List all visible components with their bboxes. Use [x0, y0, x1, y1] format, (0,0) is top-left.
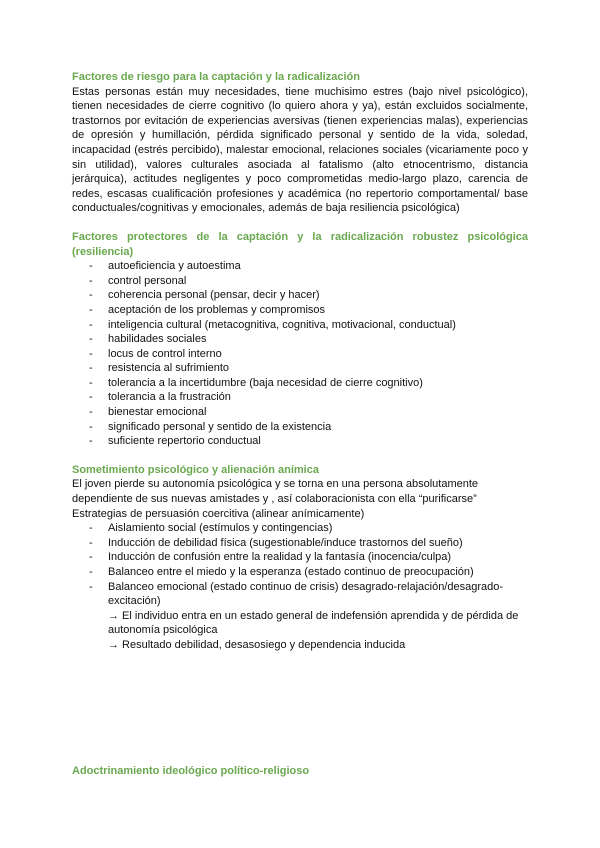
- list-item: - suficiente repertorio conductual: [72, 434, 528, 449]
- list-item: - aceptación de los problemas y compromisos: [72, 303, 528, 318]
- list-item: - Inducción de confusión entre la realidad y la fantasía (inocencia/culpa): [72, 550, 528, 565]
- section-title-indoctrination: Adoctrinamiento ideológico político-religioso: [72, 765, 310, 777]
- list-item: - locus de control interno: [72, 347, 528, 362]
- protective-factors-list: [72, 259, 528, 449]
- list-item: - resistencia al sufrimiento: [72, 361, 528, 376]
- arrow-note-helplessness: → El individuo entra en un estado general de indefensión aprendida y de pérdida de autonomía psicológica: [108, 609, 519, 637]
- arrow-note-result: → Resultado debilidad, desasosiego y dependencia inducida: [108, 638, 406, 651]
- list-item: - tolerancia a la frustración: [72, 390, 528, 405]
- section-title-protective-factors: Factores protectores de la captación y la radicalización robustez psicológica (resiliencia): [72, 230, 528, 258]
- list-item: - Balanceo emocional (estado continuo de crisis) desagrado-relajación/desagrado-excitación): [72, 580, 528, 609]
- list-item: - autoeficiencia y autoestima: [72, 259, 528, 274]
- list-item: - Inducción de debilidad física (sugestionable/induce trastornos del sueño): [72, 536, 528, 551]
- section-title-psychological-submission: Sometimiento psicológico y alienación anímica: [72, 463, 319, 476]
- section-title-risk-factors: Factores de riesgo para la captación y la radicalización: [72, 71, 360, 83]
- document-page: [72, 70, 528, 653]
- risk-factors-paragraph: Estas personas están muy necesidades, tiene muchisimo estres (bajo nivel psicológico), tienen necesidades de cierre cognitivo (lo quiero ahora y ya), están excluidos socialmente, trastornos por evitación de experiencias aversivas (tienen experiencias malas), experiencias de opresión y humillación, pérdida significado personal y sentido de la vida, soledad, incapacidad (estrés percibido), malestar emocional, relaciones sociales (vicariamente poco y sin utilidad), valores culturales asociada al fatalismo (alto etnocentrismo, distancia jerárquica), actitudes negligentes y poco comprometidas medio-largo plazo, carencia de redes, escasas cualificación profesiones y académica (no repertorio comportamental/ base conductuales/cognitivas y emocionales, además de baja resiliencia psicológica): [72, 85, 528, 215]
- list-item: - coherencia personal (pensar, decir y hacer): [72, 288, 528, 303]
- list-item: - control personal: [72, 274, 528, 289]
- list-item: - tolerancia a la incertidumbre (baja necesidad de cierre cognitivo): [72, 376, 528, 391]
- list-item: - Aislamiento social (estímulos y contingencias): [72, 521, 528, 536]
- coercive-strategies-list: [72, 521, 528, 609]
- submission-intro: El joven pierde su autonomía psicológica y se torna en una persona absolutamente dependiente de sus nuevas amistades y , así colaboracionista con ella “purificarse”: [72, 478, 479, 506]
- list-item: - inteligencia cultural (metacognitiva, cognitiva, motivacional, conductual): [72, 318, 528, 333]
- list-item: - habilidades sociales: [72, 332, 528, 347]
- strategies-label: Estrategias de persuasión coercitiva (alinear anímicamente): [72, 507, 365, 520]
- list-item: - bienestar emocional: [72, 405, 528, 420]
- list-item: - Balanceo entre el miedo y la esperanza (estado continuo de preocupación): [72, 565, 528, 580]
- list-item: - significado personal y sentido de la existencia: [72, 420, 528, 435]
